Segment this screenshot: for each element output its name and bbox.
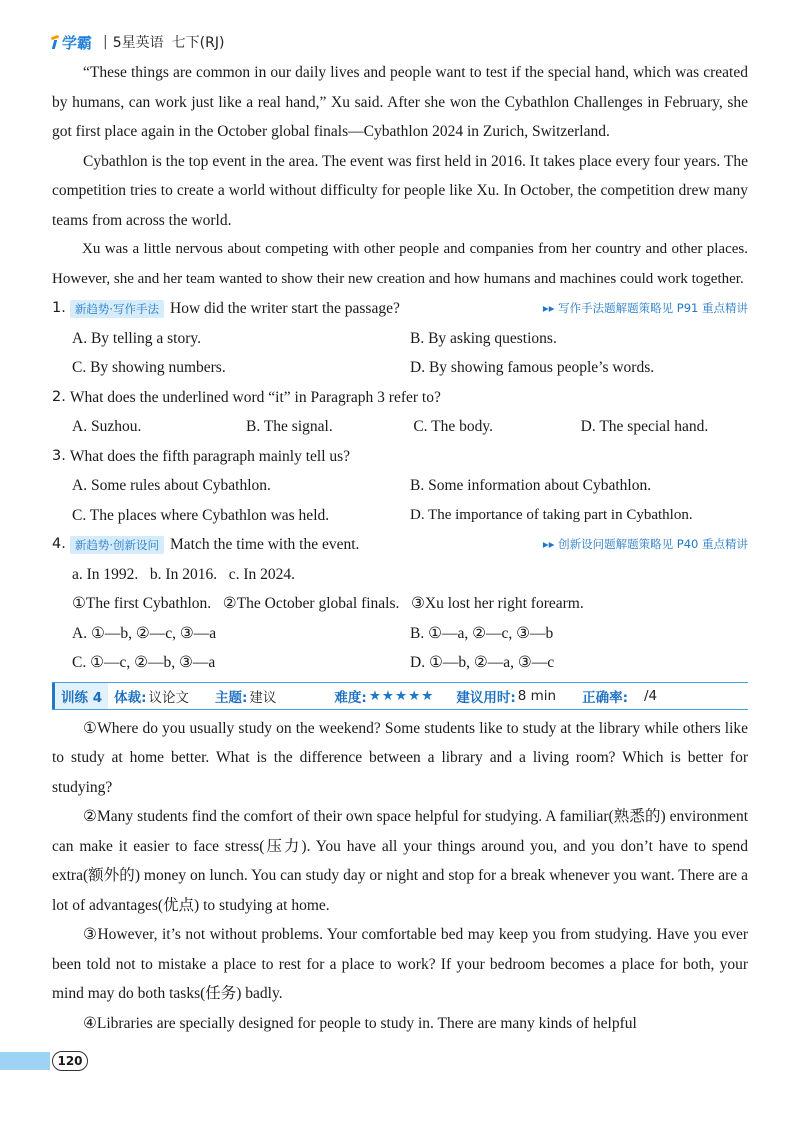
trend-tag: 新趋势·创新设问: [70, 536, 164, 554]
option-c: C. The places where Cybathlon was held.: [72, 506, 330, 524]
question-1: [52, 294, 748, 324]
difficulty-stars-icon: ★★★★★: [368, 687, 435, 704]
option-d: D. ①—b, ②—a, ③—c: [410, 654, 555, 671]
question-3: [52, 442, 748, 472]
question-text: What does the fifth paragraph mainly tell us?: [69, 447, 351, 465]
strategy-hint: ▸▸ 创新设问题解题策略见 P40 重点精讲: [542, 537, 748, 551]
passage1-paragraph: Cybathlon is the top event in the area. The event was first held in 2016. It takes place every four years. The competition tries to create a world without difficulty for people like Xu. In October, the competition drew many teams from across the world.: [52, 152, 748, 229]
option-c: C. The body.: [413, 418, 493, 435]
option-b: B. Some information about Cybathlon.: [410, 477, 652, 494]
brand-name: 学霸: [62, 33, 93, 52]
grade-label: 七下(RJ): [171, 35, 225, 51]
series-name: 5星英语: [112, 35, 164, 51]
passage2-paragraph: ②Many students find the comfort of their own space helpful for studying. A familiar(熟悉的) environment can make it easier to face stress(压力). You have all your things around you, and you don’t have to spend extra(额外的) money on lunch. You can study day or night and stop for a break whenever you want. There are a lot of advantages(优点) to studying at home.: [52, 808, 748, 914]
options-row: [52, 412, 748, 442]
options-row: [52, 648, 748, 678]
question-text: How did the writer start the passage?: [170, 300, 400, 317]
event-list: ①The first Cybathlon. ②The October global finals. ③Xu lost her right forearm.: [72, 595, 584, 612]
passage1-paragraph: Xu was a little nervous about competing with other people and companies from her country and other places. However, she and her team wanted to show their new creation and how humans and machines could work together.: [52, 241, 748, 287]
option-c: C. By showing numbers.: [72, 359, 226, 376]
question-2: [52, 383, 748, 413]
page-number: 120: [52, 1051, 88, 1071]
options-row: [52, 501, 748, 531]
passage2-paragraph: ①Where do you usually study on the weekend? Some students like to study at the library while others like to study at home better. What is the difference between a library and a living room? Which is better for studying?: [52, 719, 748, 796]
difficulty-label: 难度:: [334, 689, 367, 706]
question-number: 2.: [52, 388, 66, 405]
option-b: B. By asking questions.: [410, 329, 557, 347]
options-row: [52, 324, 748, 354]
training-info-bar: [52, 682, 748, 710]
option-a: A. Suzhou.: [72, 418, 142, 435]
question-text: What does the underlined word “it” in Paragraph 3 refer to?: [69, 388, 441, 406]
brand-logo: [50, 32, 92, 53]
brand-logo-icon: [50, 36, 60, 49]
passage1-paragraph: “These things are common in our daily lives and people want to test if the special hand, which was created by humans, can work just like a real hand,” Xu said. After she won the Cybathlon Challenges in February, she got first place again in the October global finals—Cybathlon 2024 in Zurich, Switzerland.: [52, 64, 748, 140]
question-number: 3.: [52, 447, 66, 464]
option-b: B. The signal.: [246, 418, 333, 435]
options-row: [52, 471, 748, 501]
options-row: [52, 619, 748, 649]
option-d: D. The special hand.: [580, 418, 709, 435]
training-label: 训练 4: [52, 683, 108, 709]
question-number: 1.: [52, 300, 66, 316]
option-a: A. By telling a story.: [72, 329, 202, 347]
footer-band: [0, 1052, 50, 1070]
genre-label: 体裁:: [114, 689, 147, 706]
strategy-hint: ▸▸ 写作手法题解题策略见 P91 重点精讲: [542, 301, 748, 315]
option-c: C. ①—c, ②—b, ③—a: [72, 654, 216, 671]
option-b: B. ①—a, ②—c, ③—b: [410, 624, 554, 642]
accuracy-value: /4: [643, 687, 658, 704]
option-a: A. ①—b, ②—c, ③—a: [72, 624, 217, 642]
time-value: 8 min: [517, 687, 557, 704]
page-content: [52, 58, 748, 1038]
theme-label: 主题:: [215, 689, 248, 706]
genre-value: 议论文: [148, 689, 189, 706]
question-text: Match the time with the event.: [170, 536, 360, 553]
header-separator: |: [103, 34, 108, 50]
theme-value: 建议: [249, 689, 277, 706]
question-4: [52, 530, 748, 560]
option-a: A. Some rules about Cybathlon.: [72, 477, 271, 494]
passage2-paragraph: ③However, it’s not without problems. Your comfortable bed may keep you from studying. Have you ever been told not to mistake a place to rest for a place to work? If your bedroom becomes a place for both, your mind may do both tasks(任务) badly.: [52, 926, 748, 1002]
page-header: [50, 32, 224, 52]
time-list: a. In 1992. b. In 2016. c. In 2024.: [72, 565, 295, 583]
time-label: 建议用时:: [456, 689, 516, 706]
passage2-paragraph: ④Libraries are specially designed for people to study in. There are many kinds of helpful: [83, 1014, 637, 1032]
option-d: D. By showing famous people’s words.: [410, 359, 655, 376]
options-row: [52, 353, 748, 383]
question-number: 4.: [52, 536, 66, 552]
accuracy-label: 正确率:: [582, 689, 628, 706]
option-d: D. The importance of taking part in Cybathlon.: [410, 506, 693, 523]
trend-tag: 新趋势·写作手法: [70, 300, 164, 318]
